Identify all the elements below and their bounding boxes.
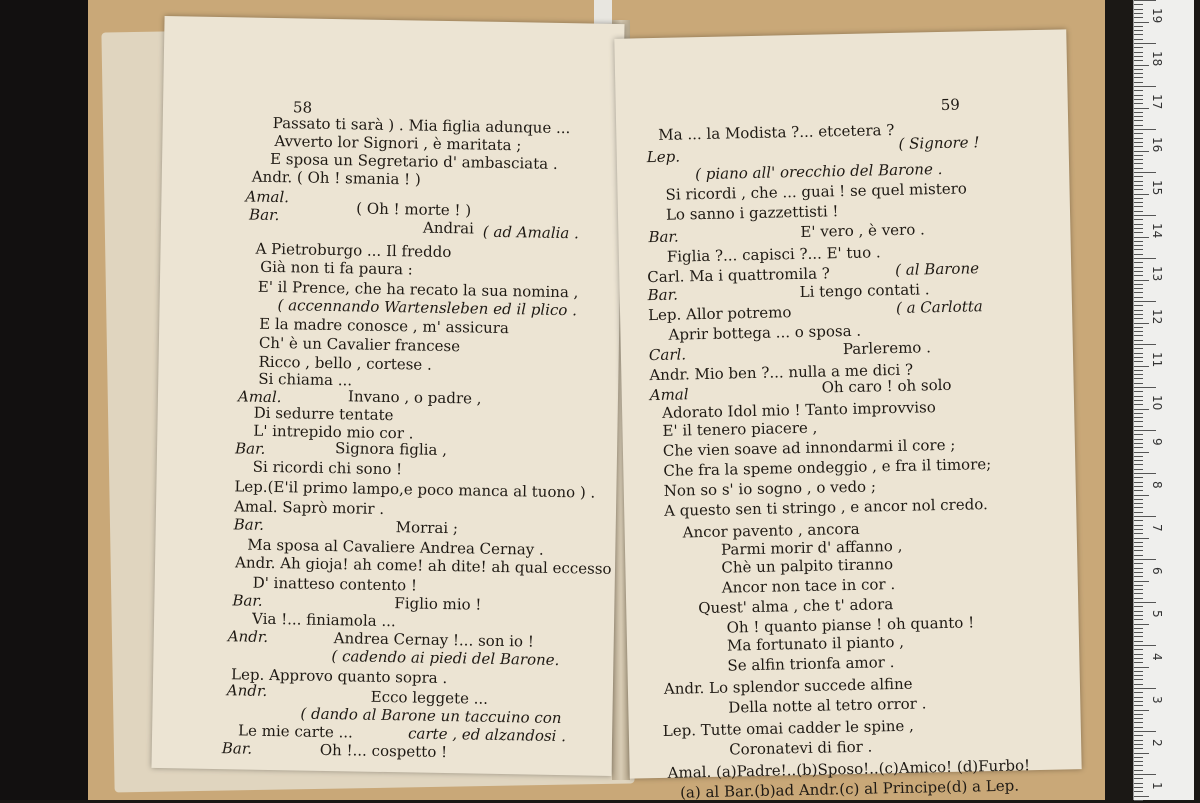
ruler-tick [1134, 731, 1156, 732]
ruler-tick [1134, 662, 1143, 663]
text-line: D' inatteso contento ! [252, 573, 418, 595]
ruler-tick [1134, 469, 1143, 470]
left-shadow [0, 0, 90, 800]
ruler-tick [1134, 353, 1143, 354]
text-line: ( al Barone [895, 259, 980, 279]
ruler-tick [1134, 572, 1143, 573]
ruler-tick [1134, 409, 1149, 410]
text-line: Parmi morir d' affanno , [720, 536, 903, 559]
ruler-tick [1134, 194, 1149, 195]
ruler-tick [1134, 761, 1143, 762]
ruler-tick [1134, 163, 1143, 164]
text-line: E' il tenero piacere , [662, 418, 818, 440]
text-line: Ancor non tace in cor . [721, 575, 896, 597]
ruler-tick [1134, 606, 1143, 607]
ruler-tick [1134, 39, 1143, 40]
ruler-tick [1134, 370, 1143, 371]
ruler-tick [1134, 434, 1143, 435]
ruler-tick [1134, 284, 1143, 285]
ruler-tick [1134, 740, 1143, 741]
ruler-tick [1134, 705, 1143, 706]
text-line: ( accennando Wartensleben ed il plico . [277, 296, 578, 320]
text-line: Lep. [646, 147, 681, 167]
text-line: Figlia ?... capisci ?... E' tuo . [666, 243, 881, 266]
ruler-tick [1134, 202, 1143, 203]
ruler-tick [1134, 490, 1143, 491]
ruler-number: 7 [1150, 524, 1164, 532]
ruler-tick [1134, 589, 1143, 590]
ruler-tick [1134, 396, 1143, 397]
text-line: Si ricordi chi sono ! [252, 457, 403, 479]
ruler-number: 5 [1150, 610, 1164, 618]
ruler-tick [1134, 103, 1143, 104]
ruler-number: 9 [1150, 438, 1164, 446]
ruler-tick [1134, 383, 1143, 384]
right-shadow [1105, 0, 1135, 800]
ruler-tick [1134, 112, 1143, 113]
ruler-tick [1134, 529, 1143, 530]
text-line: Bar. [234, 439, 266, 458]
ruler-tick [1134, 778, 1143, 779]
text-line: Passato ti sarà ) . Mia figlia adunque ... [272, 113, 571, 138]
text-line: Lep. Allor potremo [647, 303, 792, 325]
text-line: Oh !... cospetto ! [319, 740, 448, 762]
ruler-tick [1134, 774, 1156, 775]
text-line: A questo sen ti stringo , e ancor nol credo. [664, 495, 988, 520]
text-line: Andr. ( Oh ! smania ! ) [251, 167, 421, 189]
text-line: (a) al Bar.(b)ad Andr.(c) al Principe(d) a Lep. [679, 776, 1020, 802]
ruler-tick [1134, 447, 1143, 448]
ruler-tick [1134, 439, 1143, 440]
ruler-tick [1134, 77, 1143, 78]
ruler-tick [1134, 628, 1143, 629]
text-line: E' vero , è vero . [800, 220, 925, 241]
ruler-tick [1134, 757, 1143, 758]
text-line: Andr. [226, 681, 268, 700]
text-line: ( ad Amalia . [482, 222, 580, 243]
ruler-tick [1134, 116, 1143, 117]
ruler-tick [1134, 228, 1143, 229]
ruler-tick [1134, 52, 1143, 53]
text-line: ( dando al Barone un taccuino con [300, 704, 562, 728]
text-line: Amal. [245, 187, 290, 207]
ruler-tick [1134, 22, 1149, 23]
ruler-tick [1134, 142, 1143, 143]
text-line: Se alfin trionfa amor . [727, 653, 895, 675]
ruler-number: 19 [1150, 8, 1164, 24]
ruler-tick [1134, 323, 1149, 324]
ruler-tick [1134, 34, 1143, 35]
ruler-tick [1134, 546, 1143, 547]
ruler-tick [1134, 456, 1143, 457]
text-line: Lep. Tutte omai cadder le spine , [662, 716, 915, 740]
text-line: Parleremo . [842, 338, 932, 359]
ruler-tick [1134, 598, 1143, 599]
text-line: E sposa un Segretario d' ambasciata . [269, 149, 558, 173]
text-line: E la madre conosce , m' assicura [259, 314, 510, 338]
ruler-tick [1134, 86, 1156, 87]
ruler-number: 3 [1150, 696, 1164, 704]
ruler-tick [1134, 744, 1143, 745]
text-line: Amal. [237, 387, 282, 407]
ruler-tick [1134, 593, 1143, 594]
ruler-tick [1134, 310, 1143, 311]
ruler-tick [1134, 172, 1156, 173]
ruler-tick [1134, 146, 1143, 147]
ruler-tick [1134, 305, 1143, 306]
ruler-tick [1134, 679, 1143, 680]
ruler-tick [1134, 43, 1156, 44]
text-line: Lo sanno i gazzettisti ! [665, 202, 839, 224]
text-line: Bar. [647, 285, 679, 305]
ruler-tick [1134, 4, 1143, 5]
ruler-tick [1134, 125, 1143, 126]
ruler-tick [1134, 503, 1143, 504]
ruler-tick [1134, 13, 1143, 14]
ruler-tick [1134, 559, 1156, 560]
ruler-tick [1134, 555, 1143, 556]
text-line: Amal [649, 385, 689, 405]
ruler-tick [1134, 340, 1143, 341]
text-line: Morrai ; [395, 518, 459, 538]
text-line: A Pietroburgo ... Il freddo [255, 239, 452, 262]
ruler-tick [1134, 417, 1143, 418]
ruler-tick [1134, 632, 1143, 633]
ruler-tick [1134, 391, 1143, 392]
ruler-number: 18 [1150, 51, 1164, 67]
text-line: Bar. [232, 591, 263, 610]
text-line: Ma fortunato il pianto , [726, 632, 905, 655]
ruler-number: 8 [1150, 481, 1164, 489]
ruler-tick [1134, 525, 1143, 526]
ruler-tick [1134, 267, 1143, 268]
ruler-number: 13 [1150, 266, 1164, 282]
ruler-tick [1134, 576, 1143, 577]
ruler-tick [1134, 426, 1143, 427]
ruler-tick [1134, 649, 1143, 650]
ruler-tick [1134, 512, 1143, 513]
text-line: Andr. Mio ben ?... nulla a me dici ? [649, 360, 914, 385]
ruler-tick [1134, 473, 1156, 474]
ruler-tick [1134, 275, 1143, 276]
ruler-tick [1134, 168, 1143, 169]
ruler-tick [1134, 335, 1143, 336]
text-line: ( Oh ! morte ! ) [356, 199, 472, 220]
text-line: L' intrepido mio cor . [253, 421, 414, 443]
text-line: Chè un palpito tiranno [721, 555, 894, 577]
text-line: Figlio mio ! [394, 594, 482, 614]
text-line: ( piano all' orecchio del Barone . [694, 159, 943, 184]
ruler-tick [1134, 133, 1143, 134]
ruler-tick [1134, 99, 1143, 100]
text-line: Si chiama ... [258, 369, 353, 390]
ruler-tick [1134, 452, 1149, 453]
ruler-tick [1134, 783, 1143, 784]
text-line: Carl. Ma i quattromila ? [647, 264, 831, 287]
ruler-tick [1134, 748, 1143, 749]
ruler-tick [1134, 138, 1143, 139]
ruler-tick [1134, 288, 1143, 289]
ruler-tick [1134, 550, 1143, 551]
text-line: Andr. [227, 627, 269, 646]
ruler-tick [1134, 258, 1156, 259]
ruler-tick [1134, 460, 1143, 461]
ruler-tick [1134, 56, 1143, 57]
text-line: E' il Prence, che ha recato la sua nomina , [257, 277, 579, 302]
right-page [614, 29, 1081, 802]
page-number: 58 [292, 98, 313, 117]
ruler-tick [1134, 271, 1143, 272]
text-line: Non so s' io sogno , o vedo ; [663, 477, 877, 500]
text-line: Di sedurre tentate [253, 403, 394, 425]
text-line: Ma sposa al Cavaliere Andrea Cernay . [247, 535, 544, 559]
ruler-tick [1134, 615, 1143, 616]
ruler-tick [1134, 189, 1143, 190]
ruler-tick [1134, 254, 1143, 255]
ruler-number: 10 [1150, 395, 1164, 411]
text-line: Lep. Approvo quanto sopra . [230, 665, 448, 688]
ruler-tick [1134, 232, 1143, 233]
text-line: Signora figlia , [334, 439, 448, 460]
ruler-tick [1134, 507, 1143, 508]
ruler-tick [1134, 211, 1143, 212]
ruler-number: 12 [1150, 309, 1164, 325]
ruler-tick [1134, 95, 1143, 96]
text-line: Bar. [233, 515, 265, 534]
ruler-tick [1134, 641, 1143, 642]
text-line: Invano , o padre , [347, 387, 482, 408]
ruler-tick [1134, 645, 1156, 646]
ruler-tick [1134, 495, 1149, 496]
ruler-tick [1134, 735, 1143, 736]
ruler-tick [1134, 499, 1143, 500]
ruler-tick [1134, 581, 1149, 582]
text-line: Ch' è un Cavalier francese [258, 333, 461, 356]
ruler-tick [1134, 185, 1143, 186]
text-line: Si ricordi , che ... guai ! se quel mistero [665, 179, 968, 204]
ruler-tick [1134, 9, 1143, 10]
ruler-tick [1134, 701, 1143, 702]
ruler-tick [1134, 611, 1143, 612]
ruler-tick [1134, 224, 1143, 225]
ruler-tick [1134, 796, 1149, 797]
ruler-tick [1134, 542, 1143, 543]
ruler-tick [1134, 404, 1143, 405]
ruler-tick [1134, 568, 1143, 569]
ruler-tick [1134, 636, 1143, 637]
ruler-tick [1134, 718, 1143, 719]
ruler-tick [1134, 327, 1143, 328]
ruler-number: 2 [1150, 739, 1164, 747]
ruler-tick [1134, 198, 1143, 199]
ruler-tick [1134, 262, 1143, 263]
ruler-tick [1134, 314, 1143, 315]
text-line: Aprir bottega ... o sposa . [668, 321, 862, 344]
ruler-tick [1134, 366, 1149, 367]
ruler-tick [1134, 421, 1143, 422]
ruler-tick [1134, 753, 1149, 754]
ruler-number: 16 [1150, 137, 1164, 153]
ruler-tick [1134, 26, 1143, 27]
ruler-tick [1134, 297, 1143, 298]
ruler-tick [1134, 710, 1149, 711]
ruler-tick [1134, 348, 1143, 349]
ruler-tick [1134, 292, 1143, 293]
text-line: Via !... finiamola ... [251, 609, 396, 631]
ruler-tick [1134, 692, 1143, 693]
ruler-tick [1134, 443, 1143, 444]
ruler-tick [1134, 585, 1143, 586]
ruler-tick [1134, 17, 1143, 18]
ruler-tick [1134, 60, 1143, 61]
ruler-tick [1134, 30, 1143, 31]
text-line: Carl. [648, 345, 687, 365]
ruler-tick [1134, 482, 1143, 483]
text-line: Oh ! quanto pianse ! oh quanto ! [726, 613, 975, 637]
ruler-tick [1134, 516, 1156, 517]
ruler-tick [1134, 430, 1156, 431]
ruler-tick [1134, 344, 1156, 345]
ruler-tick [1134, 538, 1149, 539]
ruler-tick [1134, 245, 1143, 246]
ruler-tick [1134, 770, 1143, 771]
ruler-tick [1134, 301, 1156, 302]
text-line: Ecco leggete ... [370, 687, 489, 708]
ruler-tick [1134, 249, 1143, 250]
ruler-tick [1134, 108, 1149, 109]
ruler-tick [1134, 486, 1143, 487]
text-line: Amal. (a)Padre!..(b)Sposo!..(c)Amico! (d)Furbo! [667, 756, 1031, 782]
ruler-tick [1134, 47, 1143, 48]
ruler-tick [1134, 65, 1149, 66]
text-line: Che fra la speme ondeggio , e fra il timore; [663, 455, 992, 480]
text-line: Andr. Ah gioja! ah come! ah dite! ah qual eccesso [234, 553, 612, 578]
ruler-tick [1134, 90, 1143, 91]
ruler-tick [1134, 520, 1143, 521]
ruler-tick [1134, 688, 1156, 689]
ruler-tick [1134, 791, 1143, 792]
text-line: carte , ed alzandosi . [407, 724, 567, 746]
text-line: Lep.(E'il primo lampo,e poco manca al tuono ) . [234, 477, 596, 502]
text-line: Ancor pavento , ancora [682, 519, 860, 542]
text-line: Bar. [248, 205, 280, 225]
text-line: Andr. Lo splendor succede alfine [663, 674, 913, 698]
ruler-tick [1134, 237, 1149, 238]
ruler-tick [1134, 374, 1143, 375]
ruler-number: 11 [1150, 352, 1164, 368]
ruler-number: 14 [1150, 223, 1164, 239]
text-line: Avverto lor Signori , è maritata ; [274, 131, 522, 155]
text-line: Amal. Saprò morir . [233, 497, 385, 518]
text-line: ( a Carlotta [895, 297, 983, 317]
text-line: Adorato Idol mio ! Tanto improvviso [661, 398, 936, 422]
ruler-tick [1134, 387, 1156, 388]
text-line: Della notte al tetro orror . [728, 694, 927, 717]
ruler-tick [1134, 159, 1143, 160]
ruler-tick [1134, 533, 1143, 534]
ruler-tick [1134, 477, 1143, 478]
ruler-tick [1134, 176, 1143, 177]
text-line: Li tengo contati . [799, 280, 930, 301]
ruler-number: 15 [1150, 180, 1164, 196]
text-line: Oh caro ! oh solo [821, 375, 952, 397]
ruler-tick [1134, 654, 1143, 655]
ruler-tick [1134, 280, 1149, 281]
text-line: Andrea Cernay !... son io ! [333, 629, 535, 651]
text-line: ( cadendo ai piedi del Barone. [331, 647, 560, 670]
ruler-number: 4 [1150, 653, 1164, 661]
ruler-tick [1134, 331, 1143, 332]
ruler-tick [1134, 624, 1149, 625]
text-line: Andrai [422, 218, 475, 238]
ruler-number: 17 [1150, 94, 1164, 110]
ruler-tick [1134, 619, 1143, 620]
ruler-tick [1134, 215, 1156, 216]
ruler-tick [1134, 722, 1143, 723]
ruler-tick [1134, 151, 1149, 152]
ruler-tick [1134, 413, 1143, 414]
ruler-tick [1134, 0, 1156, 1]
ruler-tick [1134, 129, 1156, 130]
text-line: ( Signore ! [898, 133, 980, 153]
ruler-tick [1134, 714, 1143, 715]
ruler-tick [1134, 684, 1143, 685]
ruler-tick [1134, 765, 1143, 766]
ruler-tick [1134, 675, 1143, 676]
ruler-tick [1134, 787, 1143, 788]
text-line: Bar. [221, 739, 253, 758]
ruler-tick [1134, 361, 1143, 362]
text-line: Le mie carte ... [237, 721, 354, 742]
left-page [151, 16, 624, 776]
ruler-tick [1134, 464, 1143, 465]
ruler-tick [1134, 658, 1143, 659]
text-line: Già non ti fa paura : [260, 257, 413, 279]
ruler-tick [1134, 378, 1143, 379]
ruler-tick [1134, 727, 1143, 728]
text-line: Bar. [648, 227, 679, 247]
ruler-tick [1134, 181, 1143, 182]
ruler-tick [1134, 671, 1143, 672]
ruler-tick [1134, 82, 1143, 83]
ruler-tick [1134, 667, 1149, 668]
ruler-tick [1134, 69, 1143, 70]
ruler-tick [1134, 697, 1143, 698]
page-number: 59 [940, 95, 961, 114]
ruler-tick [1134, 73, 1143, 74]
ruler-tick [1134, 400, 1143, 401]
text-line: Quest' alma , che t' adora [698, 595, 894, 618]
ruler-tick [1134, 563, 1143, 564]
ruler-tick [1134, 155, 1143, 156]
ruler-number: 1 [1150, 782, 1164, 790]
ruler-tick [1134, 602, 1156, 603]
ruler-tick [1134, 120, 1143, 121]
ruler-tick [1134, 219, 1143, 220]
ruler-tick [1134, 241, 1143, 242]
ruler-number: 6 [1150, 567, 1164, 575]
text-line: Coronatevi di fior . [729, 737, 873, 759]
ruler-tick [1134, 357, 1143, 358]
ruler-tick [1134, 206, 1143, 207]
ruler-tick [1134, 318, 1143, 319]
text-line: Che vien soave ad innondarmi il core ; [662, 435, 956, 460]
text-line: Ricco , bello , cortese . [258, 352, 432, 374]
measuring-ruler [1133, 0, 1194, 800]
text-line: Ma ... la Modista ?... etcetera ? [658, 120, 895, 144]
